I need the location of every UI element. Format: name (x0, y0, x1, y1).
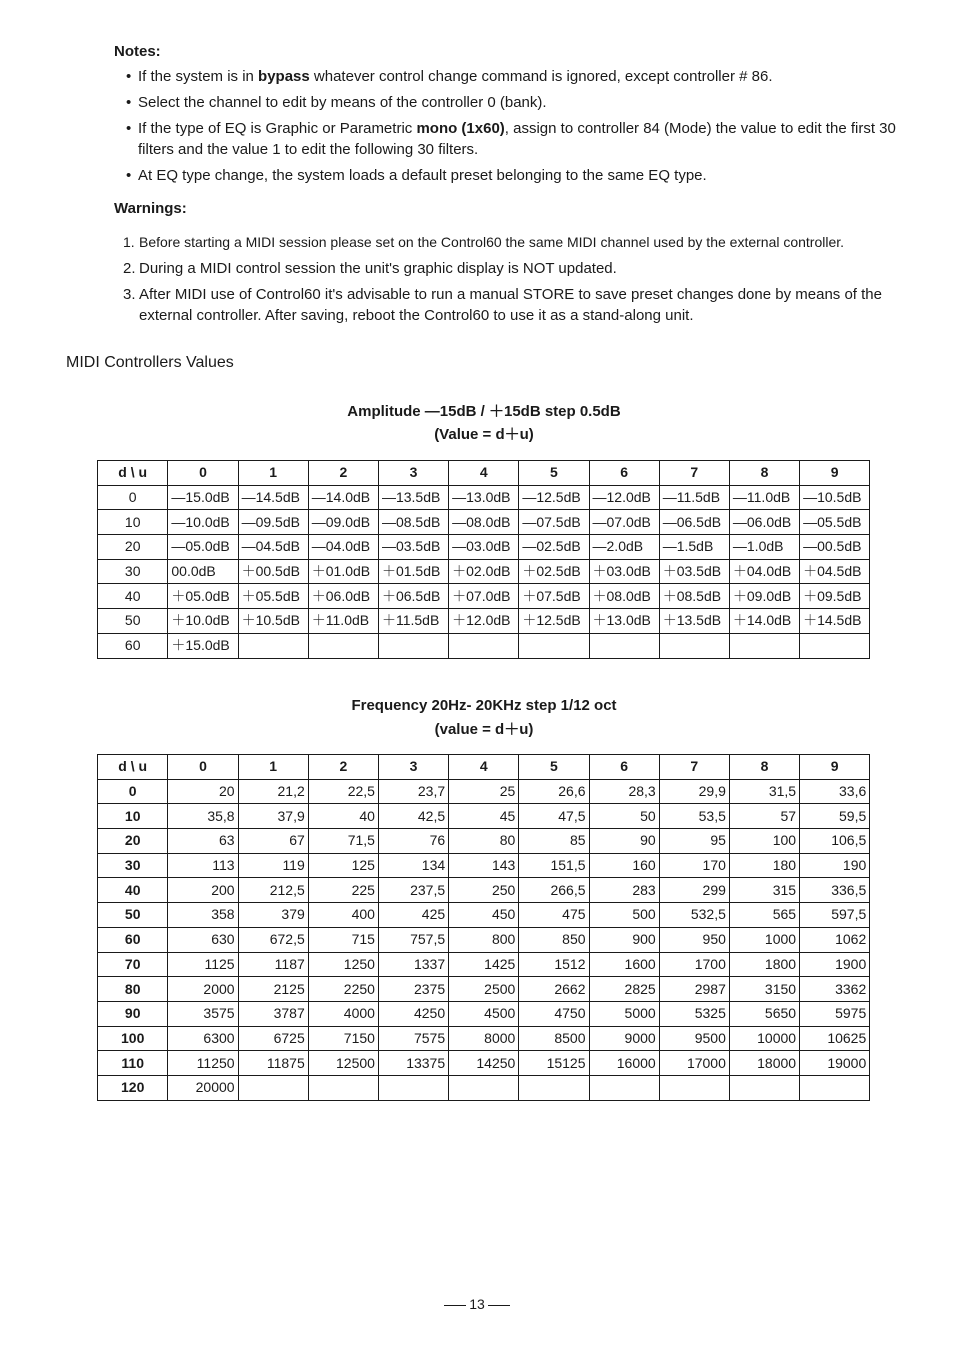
note-item: • Select the channel to edit by means of the controller 0 (bank). (126, 92, 896, 113)
table-cell: 6725 (238, 1026, 308, 1051)
table-cell: ＋01.0dB (308, 559, 378, 584)
table-cell: —2.0dB (589, 535, 659, 560)
table-cell: —04.0dB (308, 535, 378, 560)
column-header: 5 (519, 755, 589, 780)
table-cell: 1125 (168, 952, 238, 977)
table-cell: —03.5dB (378, 535, 448, 560)
table-cell: 1337 (378, 952, 448, 977)
row-header: 60 (98, 633, 168, 658)
row-header: 40 (98, 878, 168, 903)
page-number: 13 (0, 1296, 954, 1312)
table-cell (378, 1075, 448, 1100)
table-cell: 5000 (589, 1001, 659, 1026)
table-cell: 10000 (729, 1026, 799, 1051)
row-header: 10 (98, 804, 168, 829)
column-header: 8 (729, 461, 799, 486)
table-cell: 18000 (729, 1051, 799, 1076)
table-cell: 850 (519, 927, 589, 952)
table-cell: 5975 (800, 1001, 870, 1026)
corner-header: d \ u (98, 461, 168, 486)
table-cell: 17000 (659, 1051, 729, 1076)
table-cell: 212,5 (238, 878, 308, 903)
table-cell: ＋11.0dB (308, 609, 378, 634)
table-cell: 11875 (238, 1051, 308, 1076)
table-cell: 12500 (308, 1051, 378, 1076)
table-cell: —1.0dB (729, 535, 799, 560)
table-cell: 532,5 (659, 903, 729, 928)
table-cell: 76 (378, 829, 448, 854)
table-row (98, 485, 870, 510)
table-cell: 8000 (449, 1026, 519, 1051)
table-cell: 134 (378, 853, 448, 878)
table-cell: ＋01.5dB (378, 559, 448, 584)
table-cell (449, 633, 519, 658)
table-cell: ＋10.5dB (238, 609, 308, 634)
table-cell: 59,5 (800, 804, 870, 829)
table-cell: 5650 (729, 1001, 799, 1026)
table-cell: 6300 (168, 1026, 238, 1051)
column-header: 0 (168, 461, 238, 486)
table-cell: 20000 (168, 1075, 238, 1100)
table-cell (449, 1075, 519, 1100)
table-cell: ＋05.5dB (238, 584, 308, 609)
table-cell (729, 1075, 799, 1100)
table-cell: 1250 (308, 952, 378, 977)
table-cell: —02.5dB (519, 535, 589, 560)
table-cell: 119 (238, 853, 308, 878)
table-cell (308, 633, 378, 658)
row-header: 60 (98, 927, 168, 952)
table-cell (659, 633, 729, 658)
table-row (98, 510, 870, 535)
table-cell: 2500 (449, 977, 519, 1002)
table-cell: 151,5 (519, 853, 589, 878)
table-cell: 180 (729, 853, 799, 878)
table-cell: ＋14.0dB (729, 609, 799, 634)
table-cell: 95 (659, 829, 729, 854)
column-header: 1 (238, 755, 308, 780)
table-cell (659, 1075, 729, 1100)
table-cell: 800 (449, 927, 519, 952)
column-header: 8 (729, 755, 799, 780)
row-header: 100 (98, 1026, 168, 1051)
notes-list (126, 66, 896, 191)
table-cell: ＋09.5dB (800, 584, 870, 609)
table-cell: —05.5dB (800, 510, 870, 535)
table-cell: ＋02.0dB (449, 559, 519, 584)
column-header: 9 (800, 461, 870, 486)
amplitude-subtitle: (Value = d＋u) (434, 426, 534, 443)
table-cell: 1425 (449, 952, 519, 977)
table-cell: 23,7 (378, 779, 448, 804)
table-cell: 9000 (589, 1026, 659, 1051)
table-cell: —09.0dB (308, 510, 378, 535)
table-cell: 63 (168, 829, 238, 854)
table-cell (589, 633, 659, 658)
table-cell: —1.5dB (659, 535, 729, 560)
warnings-heading: Warnings: (114, 200, 187, 217)
table-cell: 3575 (168, 1001, 238, 1026)
table-cell: 225 (308, 878, 378, 903)
table-cell: 1187 (238, 952, 308, 977)
table-cell (800, 633, 870, 658)
table-cell: 13375 (378, 1051, 448, 1076)
table-cell: —10.0dB (168, 510, 238, 535)
table-row (98, 1075, 870, 1100)
table-cell: 31,5 (729, 779, 799, 804)
frequency-title: Frequency 20Hz- 20KHz step 1/12 oct (351, 697, 617, 714)
table-cell: 3787 (238, 1001, 308, 1026)
table-cell: 2000 (168, 977, 238, 1002)
table-cell: ＋13.5dB (659, 609, 729, 634)
table-cell: 1900 (800, 952, 870, 977)
row-header: 30 (98, 559, 168, 584)
row-header: 20 (98, 535, 168, 560)
row-header: 50 (98, 609, 168, 634)
warning-item: 1. Before starting a MIDI session please set on the Control60 the same MIDI channel used by the external controller. (123, 234, 845, 250)
table-cell: 475 (519, 903, 589, 928)
table-cell: 35,8 (168, 804, 238, 829)
table-cell: 100 (729, 829, 799, 854)
row-header: 80 (98, 977, 168, 1002)
column-header: 2 (308, 461, 378, 486)
table-cell: 47,5 (519, 804, 589, 829)
table-cell: ＋10.0dB (168, 609, 238, 634)
table-cell: —13.5dB (378, 485, 448, 510)
column-header: 5 (519, 461, 589, 486)
row-header: 20 (98, 829, 168, 854)
table-header-row (98, 755, 870, 780)
table-cell: ＋00.5dB (238, 559, 308, 584)
row-header: 10 (98, 510, 168, 535)
table-cell: —10.5dB (800, 485, 870, 510)
table-cell: 29,9 (659, 779, 729, 804)
table-cell (519, 633, 589, 658)
table-cell: ＋08.0dB (589, 584, 659, 609)
table-cell: 336,5 (800, 878, 870, 903)
table-cell: 5325 (659, 1001, 729, 1026)
table-row (98, 1051, 870, 1076)
table-cell: 672,5 (238, 927, 308, 952)
table-cell: —14.0dB (308, 485, 378, 510)
row-header: 120 (98, 1075, 168, 1100)
note-item: • If the system is in bypass whatever control change command is ignored, except controller # 86. (126, 66, 896, 87)
table-row (98, 853, 870, 878)
table-cell: —11.5dB (659, 485, 729, 510)
table-cell: 630 (168, 927, 238, 952)
table-row (98, 609, 870, 634)
table-cell: ＋07.5dB (519, 584, 589, 609)
table-cell: 28,3 (589, 779, 659, 804)
notes-heading: Notes: (114, 43, 161, 60)
table-cell: 190 (800, 853, 870, 878)
column-header: 7 (659, 755, 729, 780)
table-row (98, 779, 870, 804)
table-cell: ＋12.5dB (519, 609, 589, 634)
table-row (98, 559, 870, 584)
table-cell: ＋04.0dB (729, 559, 799, 584)
table-cell (589, 1075, 659, 1100)
table-cell: —06.5dB (659, 510, 729, 535)
table-cell: 299 (659, 878, 729, 903)
table-cell: ＋06.0dB (308, 584, 378, 609)
table-cell: 160 (589, 853, 659, 878)
table-cell: 42,5 (378, 804, 448, 829)
table-cell: 45 (449, 804, 519, 829)
note-item: • If the type of EQ is Graphic or Parametric mono (1x60), assign to controller 84 (Mode) the value to edit the first 30 filters and the value 1 to edit the following 30 filters. (126, 118, 896, 160)
table-row (98, 903, 870, 928)
row-header: 50 (98, 903, 168, 928)
column-header: 9 (800, 755, 870, 780)
table-cell: —00.5dB (800, 535, 870, 560)
table-cell: 2375 (378, 977, 448, 1002)
table-cell: 14250 (449, 1051, 519, 1076)
table-cell: 67 (238, 829, 308, 854)
table-cell (800, 1075, 870, 1100)
warnings-list (123, 232, 898, 331)
table-cell: ＋11.5dB (378, 609, 448, 634)
column-header: 4 (449, 755, 519, 780)
table-cell: ＋06.5dB (378, 584, 448, 609)
section-title: MIDI Controllers Values (66, 354, 234, 371)
table-cell (378, 633, 448, 658)
table-cell: 3362 (800, 977, 870, 1002)
warning-item: 2. During a MIDI control session the unit's graphic display is NOT updated. (123, 260, 617, 277)
table-cell: 11250 (168, 1051, 238, 1076)
table-cell: 25 (449, 779, 519, 804)
table-cell: 757,5 (378, 927, 448, 952)
table-cell: 113 (168, 853, 238, 878)
table-cell: 106,5 (800, 829, 870, 854)
table-cell: —11.0dB (729, 485, 799, 510)
table-cell: 4500 (449, 1001, 519, 1026)
column-header: 7 (659, 461, 729, 486)
column-header: 3 (378, 461, 448, 486)
table-cell: 379 (238, 903, 308, 928)
table-cell: 40 (308, 804, 378, 829)
table-cell: —13.0dB (449, 485, 519, 510)
table-cell: 2987 (659, 977, 729, 1002)
table-cell: 425 (378, 903, 448, 928)
table-cell (729, 633, 799, 658)
table-cell: 315 (729, 878, 799, 903)
row-header: 30 (98, 853, 168, 878)
table-cell: —07.0dB (589, 510, 659, 535)
table-cell: 7575 (378, 1026, 448, 1051)
table-cell: 2125 (238, 977, 308, 1002)
table-cell: 170 (659, 853, 729, 878)
row-header: 110 (98, 1051, 168, 1076)
table-cell: —08.5dB (378, 510, 448, 535)
table-cell: ＋05.0dB (168, 584, 238, 609)
table-cell: 80 (449, 829, 519, 854)
table-cell: 1800 (729, 952, 799, 977)
table-cell: —12.5dB (519, 485, 589, 510)
table-cell (519, 1075, 589, 1100)
table-cell (238, 1075, 308, 1100)
table-cell: 1062 (800, 927, 870, 952)
table-cell: 19000 (800, 1051, 870, 1076)
table-row (98, 804, 870, 829)
table-cell: 565 (729, 903, 799, 928)
table-cell: —08.0dB (449, 510, 519, 535)
table-cell: ＋08.5dB (659, 584, 729, 609)
table-cell: —09.5dB (238, 510, 308, 535)
table-cell: 2662 (519, 977, 589, 1002)
table-cell: ＋14.5dB (800, 609, 870, 634)
table-cell: 1000 (729, 927, 799, 952)
table-cell: 9500 (659, 1026, 729, 1051)
column-header: 1 (238, 461, 308, 486)
table-cell: 00.0dB (168, 559, 238, 584)
table-row (98, 1001, 870, 1026)
table-cell: 4250 (378, 1001, 448, 1026)
column-header: 4 (449, 461, 519, 486)
table-cell: 37,9 (238, 804, 308, 829)
table-cell: 125 (308, 853, 378, 878)
table-cell: 20 (168, 779, 238, 804)
table-cell: 4750 (519, 1001, 589, 1026)
table-cell: 2250 (308, 977, 378, 1002)
table-cell: ＋03.0dB (589, 559, 659, 584)
column-header: 0 (168, 755, 238, 780)
table-cell: ＋04.5dB (800, 559, 870, 584)
table-cell: ＋03.5dB (659, 559, 729, 584)
note-item: • At EQ type change, the system loads a default preset belonging to the same EQ type. (126, 165, 896, 186)
table-cell: 143 (449, 853, 519, 878)
column-header: 2 (308, 755, 378, 780)
column-header: 6 (589, 755, 659, 780)
table-cell (308, 1075, 378, 1100)
table-cell: —05.0dB (168, 535, 238, 560)
table-cell: —14.5dB (238, 485, 308, 510)
table-cell: 22,5 (308, 779, 378, 804)
table-cell: 4000 (308, 1001, 378, 1026)
table-cell: 597,5 (800, 903, 870, 928)
amplitude-table (97, 460, 870, 659)
row-header: 90 (98, 1001, 168, 1026)
table-cell: ＋12.0dB (449, 609, 519, 634)
table-cell: 7150 (308, 1026, 378, 1051)
table-cell: ＋07.0dB (449, 584, 519, 609)
table-row (98, 535, 870, 560)
table-row (98, 878, 870, 903)
table-cell: 8500 (519, 1026, 589, 1051)
table-row (98, 829, 870, 854)
table-cell: 21,2 (238, 779, 308, 804)
table-cell: 2825 (589, 977, 659, 1002)
table-cell: 16000 (589, 1051, 659, 1076)
table-cell: 950 (659, 927, 729, 952)
table-cell: 33,6 (800, 779, 870, 804)
table-cell: 450 (449, 903, 519, 928)
table-cell: ＋15.0dB (168, 633, 238, 658)
table-cell: 3150 (729, 977, 799, 1002)
table-cell: 57 (729, 804, 799, 829)
table-cell: —03.0dB (449, 535, 519, 560)
row-header: 70 (98, 952, 168, 977)
table-cell: 500 (589, 903, 659, 928)
table-cell: —07.5dB (519, 510, 589, 535)
table-cell: 715 (308, 927, 378, 952)
table-cell (238, 633, 308, 658)
table-cell: 26,6 (519, 779, 589, 804)
table-row (98, 584, 870, 609)
column-header: 3 (378, 755, 448, 780)
table-cell: 71,5 (308, 829, 378, 854)
table-cell: 15125 (519, 1051, 589, 1076)
table-cell: —06.0dB (729, 510, 799, 535)
table-cell: 53,5 (659, 804, 729, 829)
table-cell: 283 (589, 878, 659, 903)
table-cell: 10625 (800, 1026, 870, 1051)
row-header: 0 (98, 485, 168, 510)
table-cell: 1512 (519, 952, 589, 977)
table-cell: 358 (168, 903, 238, 928)
table-cell: 900 (589, 927, 659, 952)
table-cell: ＋13.0dB (589, 609, 659, 634)
table-cell: 85 (519, 829, 589, 854)
table-cell: 90 (589, 829, 659, 854)
table-row (98, 927, 870, 952)
frequency-table (97, 754, 870, 1101)
table-cell: 266,5 (519, 878, 589, 903)
table-cell: —15.0dB (168, 485, 238, 510)
frequency-subtitle: (value = d＋u) (434, 721, 534, 738)
table-row (98, 1026, 870, 1051)
table-cell: 1600 (589, 952, 659, 977)
table-cell: —04.5dB (238, 535, 308, 560)
table-row (98, 633, 870, 658)
table-header-row (98, 461, 870, 486)
column-header: 6 (589, 461, 659, 486)
amplitude-title: Amplitude —15dB / ＋15dB step 0.5dB (347, 403, 621, 420)
table-cell: —12.0dB (589, 485, 659, 510)
table-row (98, 977, 870, 1002)
table-cell: 50 (589, 804, 659, 829)
table-cell: ＋02.5dB (519, 559, 589, 584)
table-cell: 200 (168, 878, 238, 903)
table-cell: 237,5 (378, 878, 448, 903)
warning-item: 3. After MIDI use of Control60 it's advisable to run a manual STORE to save preset changes done by means of the external controller. After saving, reboot the Control60 to use it as a stand-along unit. (123, 286, 882, 324)
table-cell: 250 (449, 878, 519, 903)
row-header: 0 (98, 779, 168, 804)
table-cell: 400 (308, 903, 378, 928)
table-cell: ＋09.0dB (729, 584, 799, 609)
table-row (98, 952, 870, 977)
corner-header: d \ u (98, 755, 168, 780)
table-cell: 1700 (659, 952, 729, 977)
row-header: 40 (98, 584, 168, 609)
